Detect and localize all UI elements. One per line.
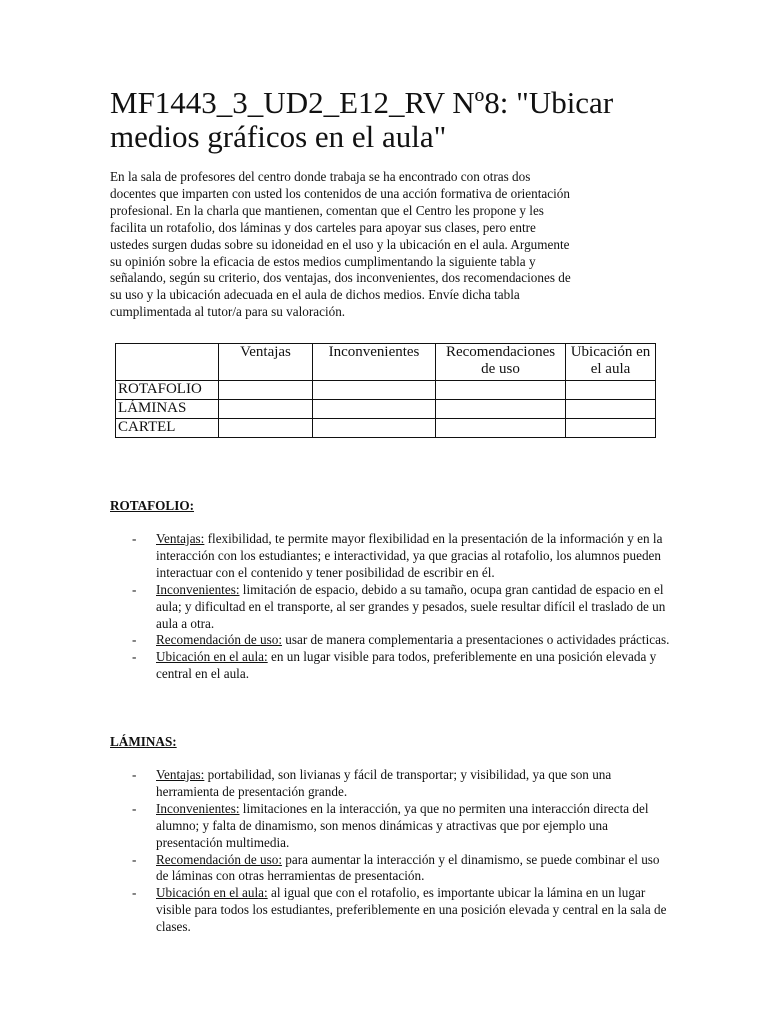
- intro-line: ustedes surgen dudas sobre su idoneidad en el uso y la ubicación en el aula. Argumente: [110, 236, 570, 252]
- table-row-label: LÁMINAS: [116, 400, 219, 419]
- item-label: Inconvenientes:: [156, 800, 240, 816]
- list-item: - Ventajas: flexibilidad, te permite mayor flexibilidad en la presentación de la información y en la interacción con los estudiantes; e interactividad, ya que gracias al rotafolio, los alumnos pueden interactuar con el contenido y tener posibilidad de escribir en él.: [132, 531, 663, 580]
- list-item: - Recomendación de uso: para aumentar la interacción y el dinamismo, se puede combinar el uso de láminas con otras herramientas de presentación.: [132, 851, 660, 884]
- item-label: Ventajas:: [156, 531, 205, 546]
- intro-line: profesional. En la charla que mantienen, comentan que el Centro les propone y les: [110, 202, 544, 218]
- section-list-rotafolio: [110, 531, 670, 683]
- intro-line: su opinión sobre la eficacia de estos medios cumplimentando la siguiente tabla y: [110, 253, 536, 269]
- table-header-row: [116, 344, 656, 381]
- table-cell: [219, 400, 313, 419]
- table-header-cell: Ventajas: [219, 344, 313, 381]
- item-text: usar de manera complementaria a presentaciones o actividades prácticas.: [281, 632, 670, 648]
- table-cell: [313, 381, 436, 400]
- item-label: Inconvenientes:: [156, 581, 240, 597]
- table-cell: [566, 400, 656, 419]
- page-title: MF1443_3_UD2_E12_RV Nº8: "Ubicar medios gráficos en el aula": [110, 85, 614, 154]
- table-cell: [219, 381, 313, 400]
- table-row: [116, 381, 656, 400]
- item-text: en un lugar visible para todos, preferiblemente en una posición elevada y central en el aula.: [156, 649, 657, 682]
- table-row: [116, 419, 656, 438]
- list-item: - Ubicación en el aula: en un lugar visible para todos, preferiblemente en una posición elevada y central en el aula.: [132, 649, 657, 682]
- table-row-label: ROTAFOLIO: [116, 381, 219, 400]
- intro-line: cumplimentada al tutor/a para su valoración.: [110, 304, 346, 320]
- assessment-table: [115, 343, 656, 438]
- item-label: Ubicación en el aula:: [156, 885, 268, 901]
- section-title-laminas: LÁMINAS:: [110, 734, 177, 749]
- table-header-cell: [116, 344, 219, 381]
- intro-paragraph: [110, 169, 658, 321]
- section-list-laminas: [110, 767, 670, 936]
- table-header-cell: Recomendaciones de uso: [436, 344, 566, 381]
- table-cell: [313, 419, 436, 438]
- section-title-rotafolio: ROTAFOLIO:: [110, 498, 195, 513]
- intro-line: señalando, según su criterio, dos ventajas, dos inconvenientes, dos recomendaciones de: [110, 270, 571, 286]
- list-item: - Ubicación en el aula: al igual que con el rotafolio, es importante ubicar la lámina en un lugar visible para todos los estudiantes, preferiblemente en una posición elevada y central en la sala de clases.: [132, 885, 667, 935]
- intro-line: facilita un rotafolio, dos láminas y dos carteles para apoyar sus clases, pero entre: [110, 219, 536, 235]
- item-label: Recomendación de uso:: [156, 851, 282, 867]
- list-item: - Ventajas: portabilidad, son livianas y fácil de transportar; y visibilidad, ya que son una herramienta de presentación grande.: [132, 767, 612, 799]
- table-cell: [566, 381, 656, 400]
- item-text: limitación de espacio, debido a su tamaño, ocupa gran cantidad de espacio en el aula; y dificultad en el transporte, al ser grandes y pesados, suele resultar difícil el traslado de un aula a otra.: [156, 581, 666, 631]
- list-item: - Inconvenientes: limitaciones en la interacción, ya que no permiten una interacción directa del alumno; y falta de dinamismo, son menos dinámicas y atractivas que por ejemplo una presentación multimedia.: [132, 800, 649, 850]
- table-cell: [436, 381, 566, 400]
- table-cell: [313, 400, 436, 419]
- intro-line: En la sala de profesores del centro donde trabaja se ha encontrado con otras dos: [110, 169, 531, 184]
- item-label: Recomendación de uso:: [156, 632, 282, 648]
- intro-line: docentes que imparten con usted los contenidos de una acción formativa de orientación: [110, 185, 570, 201]
- item-text: al igual que con el rotafolio, es importante ubicar la lámina en un lugar visible para todos los estudiantes, preferiblemente en una posición elevada y central en la sala de clases.: [156, 885, 667, 935]
- list-item: - Recomendación de uso: usar de manera complementaria a presentaciones o actividades prácticas.: [132, 632, 670, 648]
- table-cell: [436, 419, 566, 438]
- item-text: portabilidad, son livianas y fácil de transportar; y visibilidad, ya que son una herramienta de presentación grande.: [156, 767, 612, 799]
- item-text: flexibilidad, te permite mayor flexibilidad en la presentación de la información y en la interacción con los estudiantes; e interactividad, ya que gracias al rotafolio, los alumnos pueden interactuar con el contenido y tener posibilidad de escribir en él.: [156, 531, 663, 580]
- table-cell: [566, 419, 656, 438]
- table-row-label: CARTEL: [116, 419, 219, 438]
- item-text: limitaciones en la interacción, ya que no permiten una interacción directa del alumno; y falta de dinamismo, son menos dinámicas y atractivas que por ejemplo una presentación multimedia.: [156, 800, 649, 850]
- table-row: [116, 400, 656, 419]
- table-cell: [219, 419, 313, 438]
- table-cell: [436, 400, 566, 419]
- item-label: Ubicación en el aula:: [156, 649, 268, 665]
- intro-line: su uso y la ubicación adecuada en el aula de dichos medios. Envíe dicha tabla: [110, 287, 520, 303]
- table-header-cell: Ubicación en el aula: [566, 344, 656, 381]
- item-label: Ventajas:: [156, 767, 205, 782]
- list-item: - Inconvenientes: limitación de espacio, debido a su tamaño, ocupa gran cantidad de espacio en el aula; y dificultad en el transporte, al ser grandes y pesados, suele resultar difícil el traslado de un aula a otra.: [132, 581, 666, 631]
- item-text: para aumentar la interacción y el dinamismo, se puede combinar el uso de láminas con otras herramientas de presentación.: [156, 851, 660, 884]
- table-header-cell: Inconvenientes: [313, 344, 436, 381]
